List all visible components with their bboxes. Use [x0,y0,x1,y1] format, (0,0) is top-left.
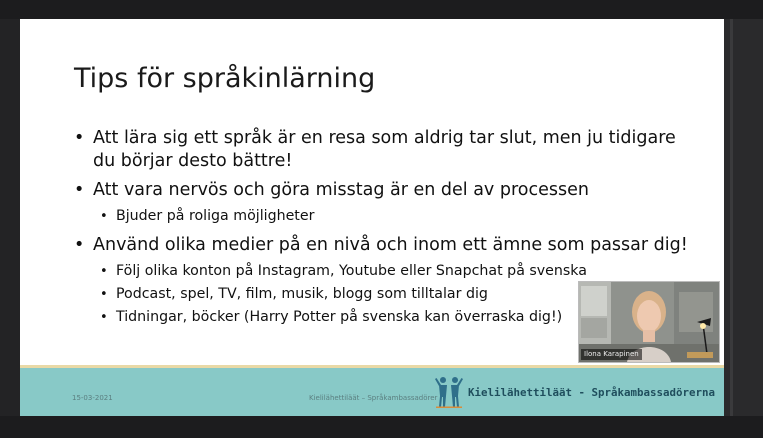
footer-brand-text: Kielilähettiläät - Språkambassadörerna [468,386,716,399]
bullet-dot: • [74,128,85,148]
bullet-item [74,234,694,257]
footer-date: 15-03-2021 [72,394,113,402]
bullet-text: Använd olika medier på en nivå och inom ett ämne som passar dig! [93,235,688,255]
panel-divider [730,19,733,438]
sub-bullet-item [74,260,694,283]
footer-center-text: Kielilähettiläät – Språkambassadörer [309,394,438,402]
top-bar [0,0,763,19]
sub-bullet-dot: • [100,209,108,224]
sub-bullet-text: Bjuder på roliga möjligheter [116,208,315,224]
sub-bullet-text: Podcast, spel, TV, film, musik, blogg som tilltalar dig [116,286,488,302]
left-margin [0,19,20,438]
sub-bullet-text: Följ olika konton på Instagram, Youtube eller Snapchat på svenska [116,263,587,279]
bullet-item [74,127,694,173]
sub-bullet-dot: • [100,264,108,279]
slide-title: Tips för språkinlärning [74,63,376,94]
sub-bullet-item [74,205,694,228]
participant-name-label: Ilona Karapinen [581,349,642,360]
slide-footer [20,368,724,416]
participant-video-tile[interactable] [578,281,720,363]
bullet-text: Att lära sig ett språk är en resa som aldrig tar slut, men ju tidigare du börjar desto bättre! [93,128,676,171]
ambassadors-logo-icon [434,376,464,408]
sub-bullet-dot: • [100,287,108,302]
bullet-dot: • [74,180,85,200]
sub-bullet-dot: • [100,310,108,325]
bullet-text: Att vara nervös och göra misstag är en del av processen [93,180,589,200]
bullet-item [74,179,694,202]
sub-bullet-text: Tidningar, böcker (Harry Potter på svenska kan överraska dig!) [116,309,563,325]
right-panel-edge [724,19,763,438]
bullet-dot: • [74,235,85,255]
bottom-bar [0,416,763,438]
